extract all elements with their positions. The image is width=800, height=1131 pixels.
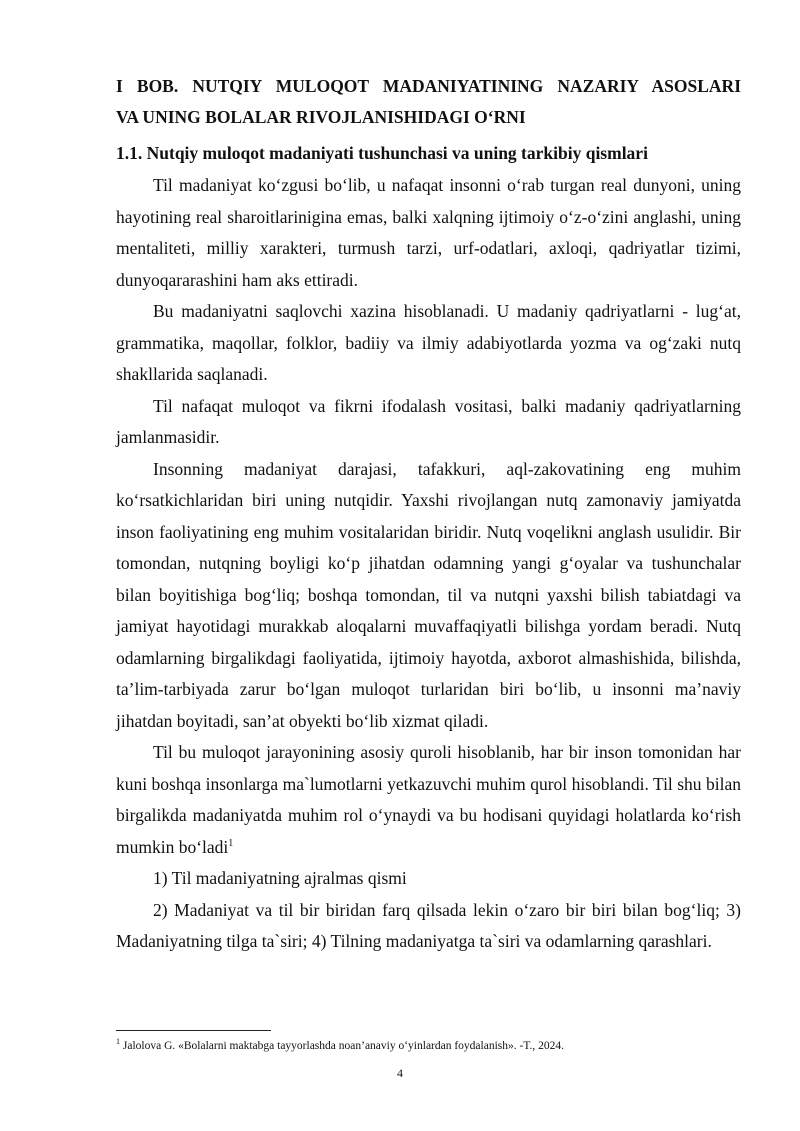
chapter-title-line-2: VA UNING BOLALAR RIVOJLANISHIDAGI O‘RNI — [116, 107, 526, 127]
footnote-text: Jalolova G. «Bolalarni maktabga tayyorlashda noan’anaviy o‘yinlardan foydalanish». -T., 2024. — [122, 1040, 565, 1052]
paragraph-3: Til nafaqat muloqot va fikrni ifodalash vositasi, balki madaniy qadriyatlarning jamlanmasidir. — [116, 395, 741, 447]
footnote — [116, 1038, 741, 1054]
footnote-separator — [116, 1030, 271, 1031]
list-item-1: 1) Til madaniyatning ajralmas qismi — [153, 868, 407, 888]
paragraph-4: Insonning madaniyat darajasi, tafakkuri, aql-zakovatining eng muhim ko‘rsatkichlaridan biri uning nutqidir. Yaxshi rivojlangan nutq zamonaviy jamiyatda inson faoliyatining eng muhim vositalaridan biridir. Nutq voqelikni anglash usulidir. Bir tomondan, nutqning boyligi ko‘p jihatdan odamning yangi g‘oyalar va tushunchalar bilan boyitishiga bog‘liq; boshqa tomondan, til va nutqni yaxshi bilish tabiatdagi va jamiyat hayotidagi murakkab aloqalarni muvaffaqiyatli bilishga yordam beradi. Nutq odamlarning birgalikdagi faoliyatida, ijtimoiy hayotda, axborot almashishida, bilishda, ta’lim-tarbiyada zarur bo‘lgan muloqot turlaridan biri bo‘lib, u insonni ma’naviy jihatdan boyitadi, san’at obyekti bo‘lib xizmat qiladi. — [116, 458, 741, 731]
paragraph-1: Til madaniyat ko‘zgusi bo‘lib, u nafaqat insonni o‘rab turgan real dunyoni, uning hayotining real sharoitlarinigina emas, balki xalqning ijtimoiy o‘z-o‘zini anglashi, uning mentaliteti, milliy xarakteri, turmush tarzi, urf-odatlari, axloqi, qadriyatlar tizimi, dunyoqararashini ham aks ettiradi. — [116, 175, 741, 290]
body-text — [116, 170, 741, 958]
footnote-marker: 1 — [116, 1037, 120, 1047]
paragraph-5 — [116, 737, 741, 863]
chapter-title-line-1: I BOB. NUTQIY MULOQOT MADANIYATINING NAZARIY ASOSLARI — [116, 76, 741, 96]
chapter-title — [116, 71, 741, 133]
paragraph-5-text: Til bu muloqot jarayonining asosiy quroli hisoblanib, har bir inson tomonidan har kuni boshqa insonlarga ma`lumotlarni yetkazuvchi muhim qurol hisoblandi. Til shu bilan birgalikda madaniyatda muhim rol o‘ynaydi va bu hodisani quyidagi holatlarda ko‘rish mumkin bo‘ladi — [116, 742, 741, 857]
footnote-reference[interactable]: 1 — [228, 837, 234, 849]
page-number: 4 — [397, 1066, 403, 1080]
list-item-2: 2) Madaniyat va til bir biridan farq qilsada lekin o‘zaro bir biri bilan bog‘liq; 3) Madaniyatning tilga ta`siri; 4) Tilning madaniyatga ta`siri va odamlarning qarashlari. — [116, 899, 741, 951]
paragraph-2: Bu madaniyatni saqlovchi xazina hisoblanadi. U madaniy qadriyatlarni - lug‘at, grammatika, maqollar, folklor, badiiy va ilmiy adabiyotlarda yozma va og‘zaki nutq shakllarida saqlanadi. — [116, 301, 741, 384]
section-title: 1.1. Nutqiy muloqot madaniyati tushunchasi va uning tarkibiy qismlari — [116, 143, 648, 163]
